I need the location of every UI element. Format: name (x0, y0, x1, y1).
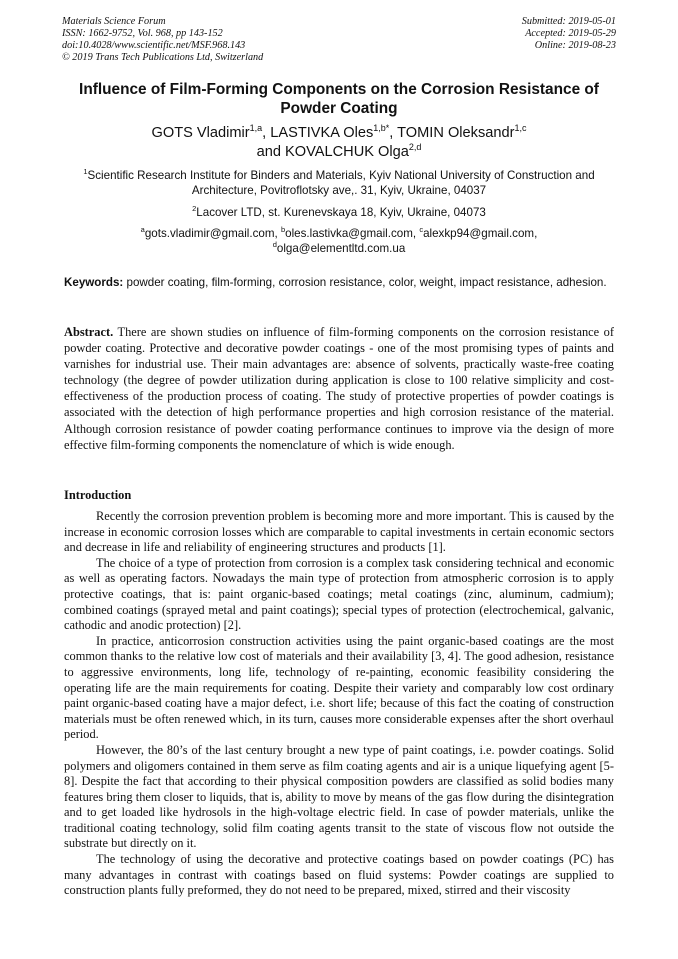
introduction-body (64, 509, 614, 899)
paragraph: Recently the corrosion prevention problem is becoming more and more important. This is caused by the increase in economic corrosion losses which are comparable to capital investments in certain economic sectors and decrease in life and reliability of engineering structures and products [1]. (64, 509, 614, 555)
introduction-heading: Introduction (64, 488, 132, 502)
journal-info (62, 16, 263, 64)
author-affiliation-mark: 2,d (408, 142, 422, 153)
email-mark: d (272, 240, 277, 250)
journal-name: Materials Science Forum (62, 16, 166, 27)
doi-line: doi:10.4028/www.scientific.net/MSF.968.143 (62, 40, 246, 51)
author-separator: , (262, 125, 271, 141)
paper-title: Influence of Film-Forming Components on the Corrosion Resistance of Powder Coating (79, 81, 599, 117)
online-date: Online: 2019-08-23 (534, 40, 616, 51)
affiliation-mark: 1 (83, 167, 88, 177)
affiliation-1 (60, 168, 618, 198)
email-list (60, 226, 618, 256)
paragraph: The choice of a type of protection from corrosion is a complex task considering technical and economic as well as operating factors. Nowadays the main type of protection from atmospheric corrosion is to apply protective coatings, that is: paint organic-based coatings; metal coatings (zinc, aluminum, cadmium); combined coatings (sprayed metal and paint coatings); special types of protection (electrochemical, galvanic, cathodic and anodic protection) [2]. (64, 555, 614, 633)
author-name: LASTIVKA Oles (270, 125, 374, 141)
abstract-text: There are shown studies on influence of film-forming components on the corrosion resistance of powder coating. Protective and decorative powder coatings - one of the most promising types of paints and varnishes for industrial use. Their main advantages are: absence of solvents, practically waste-free coating technology (the degree of powder utilization during application is close to 100 relative simplicity and cost-effectiveness of the production process of coating. The study of protective properties of powder coatings is associated with the detection of high performance properties and high corrosion resistance of the material. Although corrosion resistance of powder coating performance continues to improve via the design of more effective film-forming components the nomenclature of which is wide enough. (64, 325, 614, 452)
email-mark: b (280, 225, 286, 235)
email-separator: , (274, 227, 281, 240)
issn-line: ISSN: 1662-9752, Vol. 968, pp 143-152 (62, 28, 223, 39)
email-address[interactable]: gots.vladimir@gmail.com (144, 227, 275, 240)
accepted-date: Accepted: 2019-05-29 (525, 28, 616, 39)
author-affiliation-mark: 1,b* (373, 123, 390, 134)
copyright-line: © 2019 Trans Tech Publications Ltd, Switzerland (62, 52, 264, 63)
publication-dates (522, 16, 616, 52)
author-name: GOTS Vladimir (151, 125, 250, 141)
author-separator: and (256, 144, 286, 160)
affiliation-mark: 2 (192, 204, 197, 214)
author-affiliation-mark: 1,c (514, 123, 527, 134)
email-separator: , (412, 227, 420, 240)
abstract (64, 324, 614, 453)
author-list (60, 124, 618, 162)
email-address[interactable]: olga@elementltd.com.ua (276, 242, 406, 255)
paragraph: The technology of using the decorative and protective coatings based on powder coatings (PC) has many advantages in contrast with coatings based on fluid systems: Powder coatings are supplied to construction plants fully preformed, they do not need to be prepared, mixed, stirred and their viscosity (64, 852, 614, 898)
author-affiliation-mark: 1,a (249, 123, 263, 134)
affiliation-text: Lacover LTD, st. Kurenevskaya 18, Kyiv, Ukraine, 04073 (196, 206, 486, 219)
email-mark: a (140, 225, 145, 235)
affiliation-2 (60, 205, 618, 220)
author-separator: , (389, 125, 398, 141)
paragraph: In practice, anticorrosion construction activities using the paint organic-based coatings are the most common thanks to the relative low cost of materials and their availability [3, 4]. The good adhesion, resistance to aggressive environments, long life, technology of re-painting, economic feasibility considering the operating life are the main requirements for coating. Despite their variety and comparably low cost ordinary paint organic-based coating have a major defect, i.e. short life; because of this fact the coating of construction materials must be often renewed which, in its turn, causes more considerable expenses after the short overhaul period. (64, 633, 614, 742)
author-name: KOVALCHUK Olga (285, 144, 409, 160)
email-address[interactable]: alexkp94@gmail.com (423, 227, 535, 240)
keywords-label: Keywords: (64, 276, 124, 289)
email-separator: , (534, 227, 538, 240)
keywords (64, 275, 614, 290)
affiliation-text: Scientific Research Institute for Binders and Materials, Kyiv National University of Construction and Architecture, Povitroflotsky ave,. 31, Kyiv, Ukraine, 04037 (87, 169, 595, 197)
paragraph: However, the 80’s of the last century brought a new type of paint coatings, i.e. powder coatings. Solid polymers and oligomers contained in them serve as film coating agents and air is a unique liquefying agent [5-8]. Despite the fact that according to their physical composition powders are classified as solid bodies many features bring them closer to liquids, that is, ability to move by means of the gas flow during the disintegration and to get loaded like hydrosols in the high-voltage electric field. In case of powder materials, unlike the traditional coating technology, solid film coating agents transit to the state of viscous flow not outside the substrate but directly on it. (64, 742, 614, 851)
submitted-date: Submitted: 2019-05-01 (521, 16, 616, 27)
email-mark: c (419, 225, 424, 235)
email-address[interactable]: oles.lastivka@gmail.com (285, 227, 413, 240)
keywords-text: powder coating, film-forming, corrosion resistance, color, weight, impact resistance, adhesion. (123, 276, 607, 289)
author-name: TOMIN Oleksandr (397, 125, 515, 141)
abstract-label: Abstract. (64, 325, 114, 339)
